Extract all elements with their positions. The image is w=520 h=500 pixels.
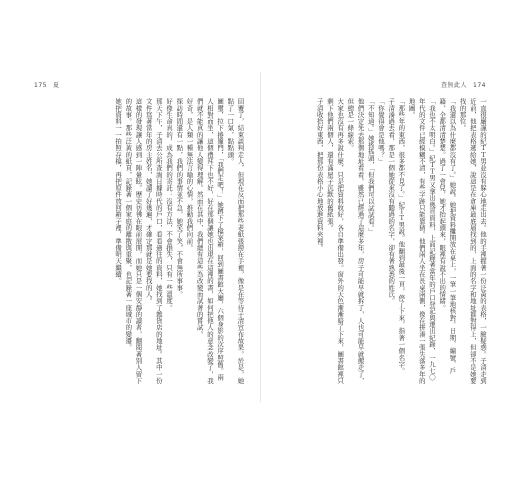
left-page-header <box>34 80 59 89</box>
book-spread <box>10 72 510 402</box>
right-page-number: 174 <box>473 82 486 89</box>
right-page-running-title: 查無此人 <box>441 82 468 89</box>
right-page-body: 一直很嚴謹的紀ＴＴ男並沒有躲心地走出去。他的手裡握著一份泛黃的表格，一臉疑惑。子清走到近前，他把表格遞給她，說這是在倉庫最底層找到的，上面的名字和地址都對得上，但卻不是她要找的那位。 「我還以為什麼都沒有了。」她說。她把資料攤開放在桌上，一筆一筆地核對。日期、編號、戶籍，全都清清楚楚。過了一會兒，她才抬起頭來，眼裡有說不出的情緒。 「我也不太明白。」紀ＴＴ男又拿出幾頁資料，上面記錄著當年的戶口登記與遷出紀錄，一九七〇年代的文件已經模糊不清，有些字跡只能靠猜。他們兩人坐在長桌兩側，像在拼湊一張失落多年的地圖。 「那些年的東西，很多都不見了。」紀ＴＴ男說。他翻到最後一頁，停了下來，指著一個名字。 子清湊過去看，那是一個她從來沒有聽過的名字，卻有著熟悉的姓氏。 「你覺得會是他嗎？」 「不知道。」她搖搖頭，「但我們可以試試看。」 他們決定先去那個地址看看。雖然已經過了這麼多年，房子可能早就拆了，人也可能早就搬走了，但總是一條線索。 大家也沒有再多說什麼，只是把資料收好，各自準備出發。窗外的天色漸漸暗了下來，圖書館裡只剩下他們兩個人，還有滿屋子沉默的舊紙張。 子清收拾好東西，把那份表格小心地放進資料夾裡。 <box>315 98 487 384</box>
left-page-running-title: 夏 <box>52 82 60 89</box>
left-page-number: 175 <box>34 82 47 89</box>
right-page <box>261 72 511 402</box>
right-page-header <box>441 80 486 89</box>
left-page <box>10 72 261 402</box>
left-page-body: 回覆了，結束談判走人，但現在反而把那些老紙張撈在手裡，像是在等待子清宣布故果。於是，她點了一口氣，點點頭。 圖璽，拉下捲簾門，「我們走吧！」她蹲下了檔案箱，回到圖書館大廳，六個身影的次序照舊。兩人相對而坐，這個禮拜下也不好，好在那個讓她也出現在這裡的書，如何把他人的意念改變了，我們就不能真的讓他人變得理解。然而在其中，我們總有這些為改變而試著的嘗試。 好奇，是人類一種無法言喻的心情，推動我們向前。 探訪時間還有一點，我們的事情並不急，她笑了笑，不會無所事事。 好像生命真的，成為我們的寄託：沒有方法，不會損失，只有一些溫度。 那天下午，子清去公所查詢日據時代的戶口，看看過往的資料，她找到了雜貨店的地址。其中一份文件寫著當年的房主姓名，她讀了好幾遍，才確定那就是她要找的人。 這樣的發現讓人感到一陣暈眩。歷史彷彿在眼前展開，而她只是一個安靜的讀者，翻閱著別人留下的故事。那些泛黃的紙頁，記錄著一個家庭的離散與重聚，也記錄著一座城市的變遷。 她把資料一一拍照存檔，再把原件放回箱子裡，準備明天繼續。 <box>114 98 245 384</box>
